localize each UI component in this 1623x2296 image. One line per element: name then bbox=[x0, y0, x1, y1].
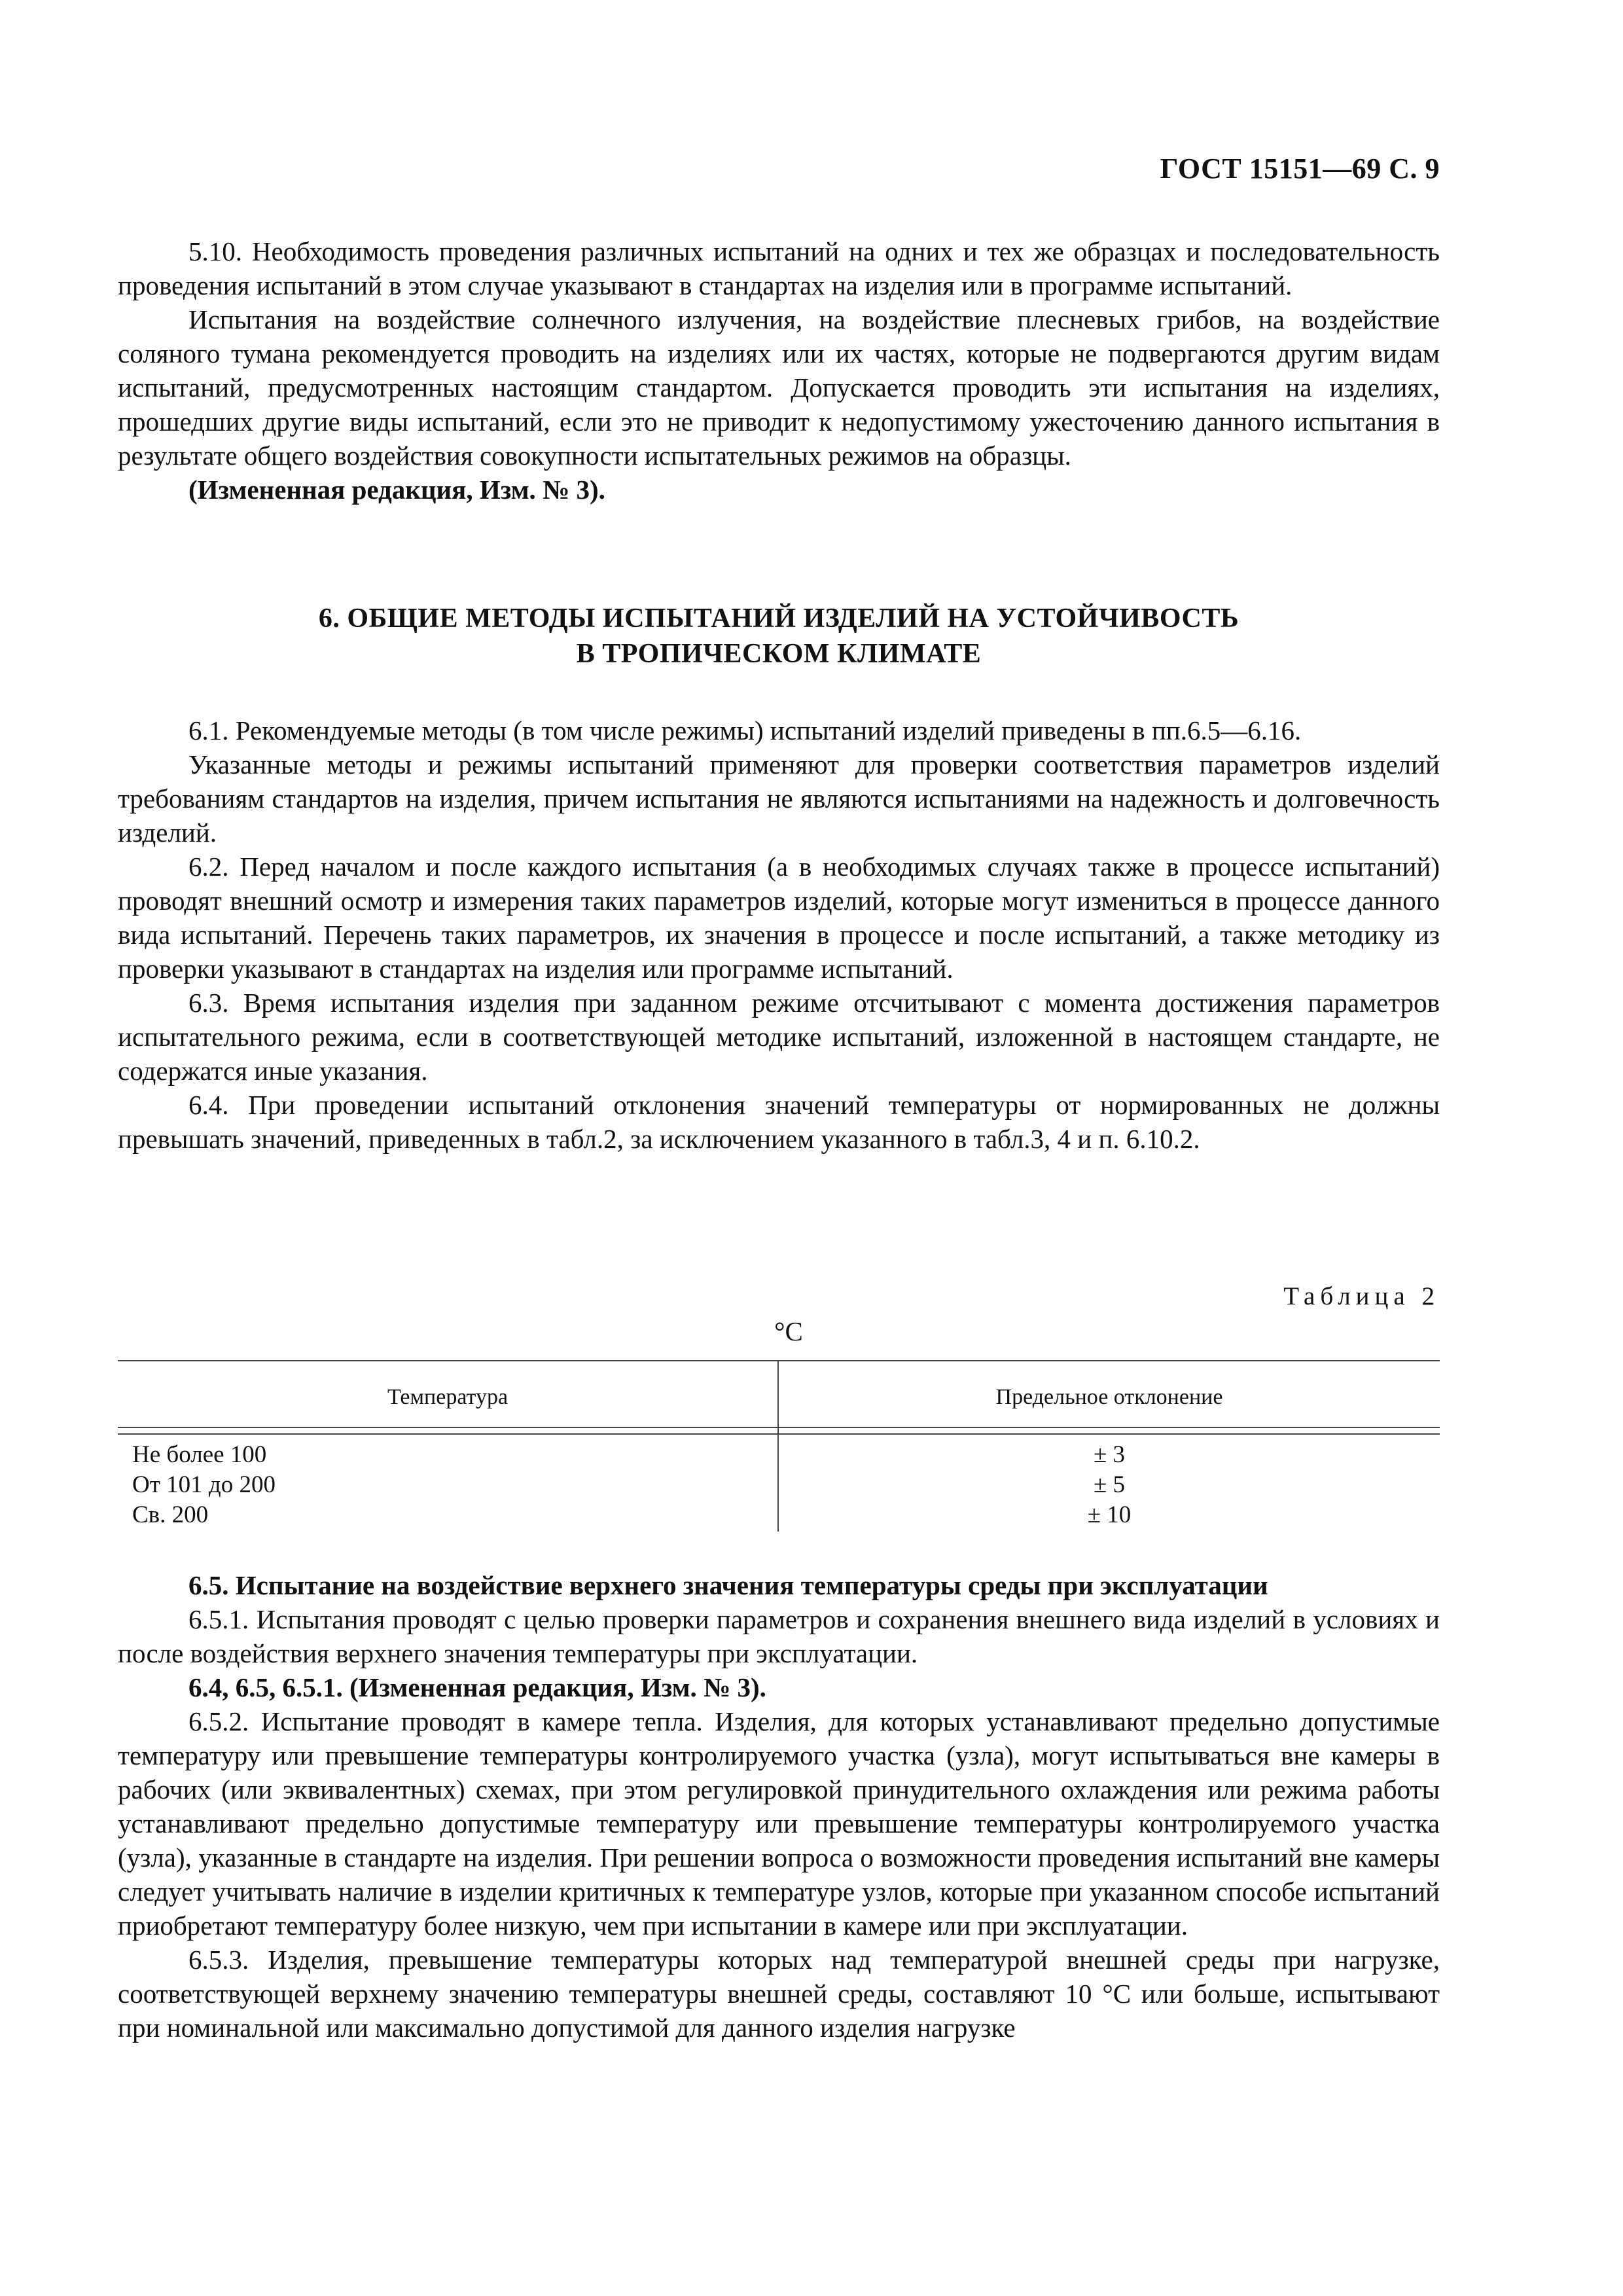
section-title-line-2: В ТРОПИЧЕСКОМ КЛИМАТЕ bbox=[576, 639, 982, 669]
intro-text bbox=[118, 234, 1440, 507]
table-column-deviation bbox=[779, 1440, 1440, 1530]
table-header-rule bbox=[118, 1427, 1440, 1435]
table-unit: °С bbox=[774, 1316, 803, 1346]
amendment-note: (Измененная редакция, Изм. № 3). bbox=[188, 475, 605, 505]
table-cell-temperature: От 101 до 200 bbox=[132, 1471, 276, 1498]
paragraph-6-2: 6.2. Перед началом и после каждого испытания (а в необходимых случаях также в процессе испытаний) проводят внешний осмотр и измерения таких параметров изделий, которые могут измениться в процессе данного вида испытаний. Перечень таких параметров, их значения в процессе и после испытаний, а также методику из проверки указывают в стандартах на изделия или программе испытаний. bbox=[118, 852, 1440, 984]
amendment-note: 6.4, 6.5, 6.5.1. (Измененная редакция, Изм. № 3). bbox=[188, 1672, 766, 1702]
paragraph-6-4: 6.4. При проведении испытаний отклонения значений температуры от нормированных не должны превышать значений, приведенных в табл.2, за исключением указанного в табл.3, 4 и п. 6.10.2. bbox=[118, 1090, 1440, 1154]
subsection-6-5-text bbox=[118, 1568, 1440, 2045]
paragraph-tests-combination: Испытания на воздействие солнечного излучения, на воздействие плесневых грибов, на воздействие соляного тумана рекомендуется проводить на изделиях или их частях, которые не подвергаются другим видам испытаний, предусмотренных настоящим стандартом. Допускается проводить эти испытания на изделиях, прошедших другие виды испытаний, если это не приводит к недопустимому ужесточению данного испытания в результате общего воздействия совокупности испытательных режимов на образцы. bbox=[118, 304, 1440, 471]
table-caption: Таблица 2 bbox=[1283, 1282, 1440, 1310]
paragraph-6-5-3: 6.5.3. Изделия, превышение температуры которых над температурой внешней среды при нагрузке, соответствующей верхнему значению температуры внешней среды, составляют 10 °С или больше, испытывают при номинальной или максимально допустимой для данного изделия нагрузке bbox=[118, 1945, 1440, 2043]
paragraph-6-5-2: 6.5.2. Испытание проводят в камере тепла. Изделия, для которых устанавливают предельно допустимые температуру или превышение температуры контролируемого участка (узла), могут испытываться вне камеры в рабочих (или эквивалентных) схемах, при этом регулировкой принудительного охлаждения или режима работы устанавливают предельно допустимые температуру или превышение температуры контролируемого участка (узла), указанные в стандарте на изделия. При решении вопроса о возможности проведения испытаний вне камеры следует учитывать наличие в изделии критичных к температуре узлов, которые при указанном способе испытаний приобретают температуру более низкую, чем при испытании в камере или при эксплуатации. bbox=[118, 1706, 1440, 1941]
table-cell-temperature: Не более 100 bbox=[132, 1441, 267, 1468]
paragraph-6-3: 6.3. Время испытания изделия при заданном режиме отсчитывают с момента достижения параметров испытательного режима, если в соответствующей методике испытаний, изложенной в настоящем стандарте, не содержатся иные указания. bbox=[118, 988, 1440, 1086]
page-header: ГОСТ 15151—69 С. 9 bbox=[1160, 152, 1440, 185]
subsection-6-5-title: 6.5. Испытание на воздействие верхнего значения температуры среды при эксплуатации bbox=[188, 1570, 1268, 1600]
document-page bbox=[118, 0, 1440, 2296]
table-header-deviation: Предельное отклонение bbox=[995, 1385, 1223, 1409]
table-cell-deviation: ± 10 bbox=[1087, 1501, 1132, 1528]
section-6-title bbox=[118, 601, 1440, 672]
section-title-line-1: 6. ОБЩИЕ МЕТОДЫ ИСПЫТАНИЙ ИЗДЕЛИЙ НА УСТОЙЧИВОСТЬ bbox=[318, 603, 1240, 634]
paragraph-6-1: 6.1. Рекомендуемые методы (в том числе режимы) испытаний изделий приведены в пп.6.5—6.16. bbox=[188, 715, 1302, 745]
paragraph-methods: Указанные методы и режимы испытаний применяют для проверки соответствия параметров изделий требованиям стандартов на изделия, причем испытания не являются испытаниями на надежность и долговечность изделий. bbox=[118, 749, 1440, 848]
table-cell-temperature: Св. 200 bbox=[132, 1501, 209, 1528]
table-header-temperature: Температура bbox=[387, 1385, 508, 1409]
table-cell-deviation: ± 3 bbox=[1093, 1441, 1126, 1468]
table-column-temperature bbox=[132, 1440, 276, 1530]
paragraph-6-5-1: 6.5.1. Испытания проводят с целью проверки параметров и сохранения внешнего вида изделий в условиях и после воздействия верхнего значения температуры при эксплуатации. bbox=[118, 1604, 1440, 1668]
table-cell-deviation: ± 5 bbox=[1093, 1471, 1126, 1498]
section-6-text bbox=[118, 713, 1440, 1156]
paragraph-5-10: 5.10. Необходимость проведения различных испытаний на одних и тех же образцах и последовательность проведения испытаний в этом случае указывают в стандартах на изделия или в программе испытаний. bbox=[118, 236, 1440, 300]
table-top-rule bbox=[118, 1360, 1440, 1361]
